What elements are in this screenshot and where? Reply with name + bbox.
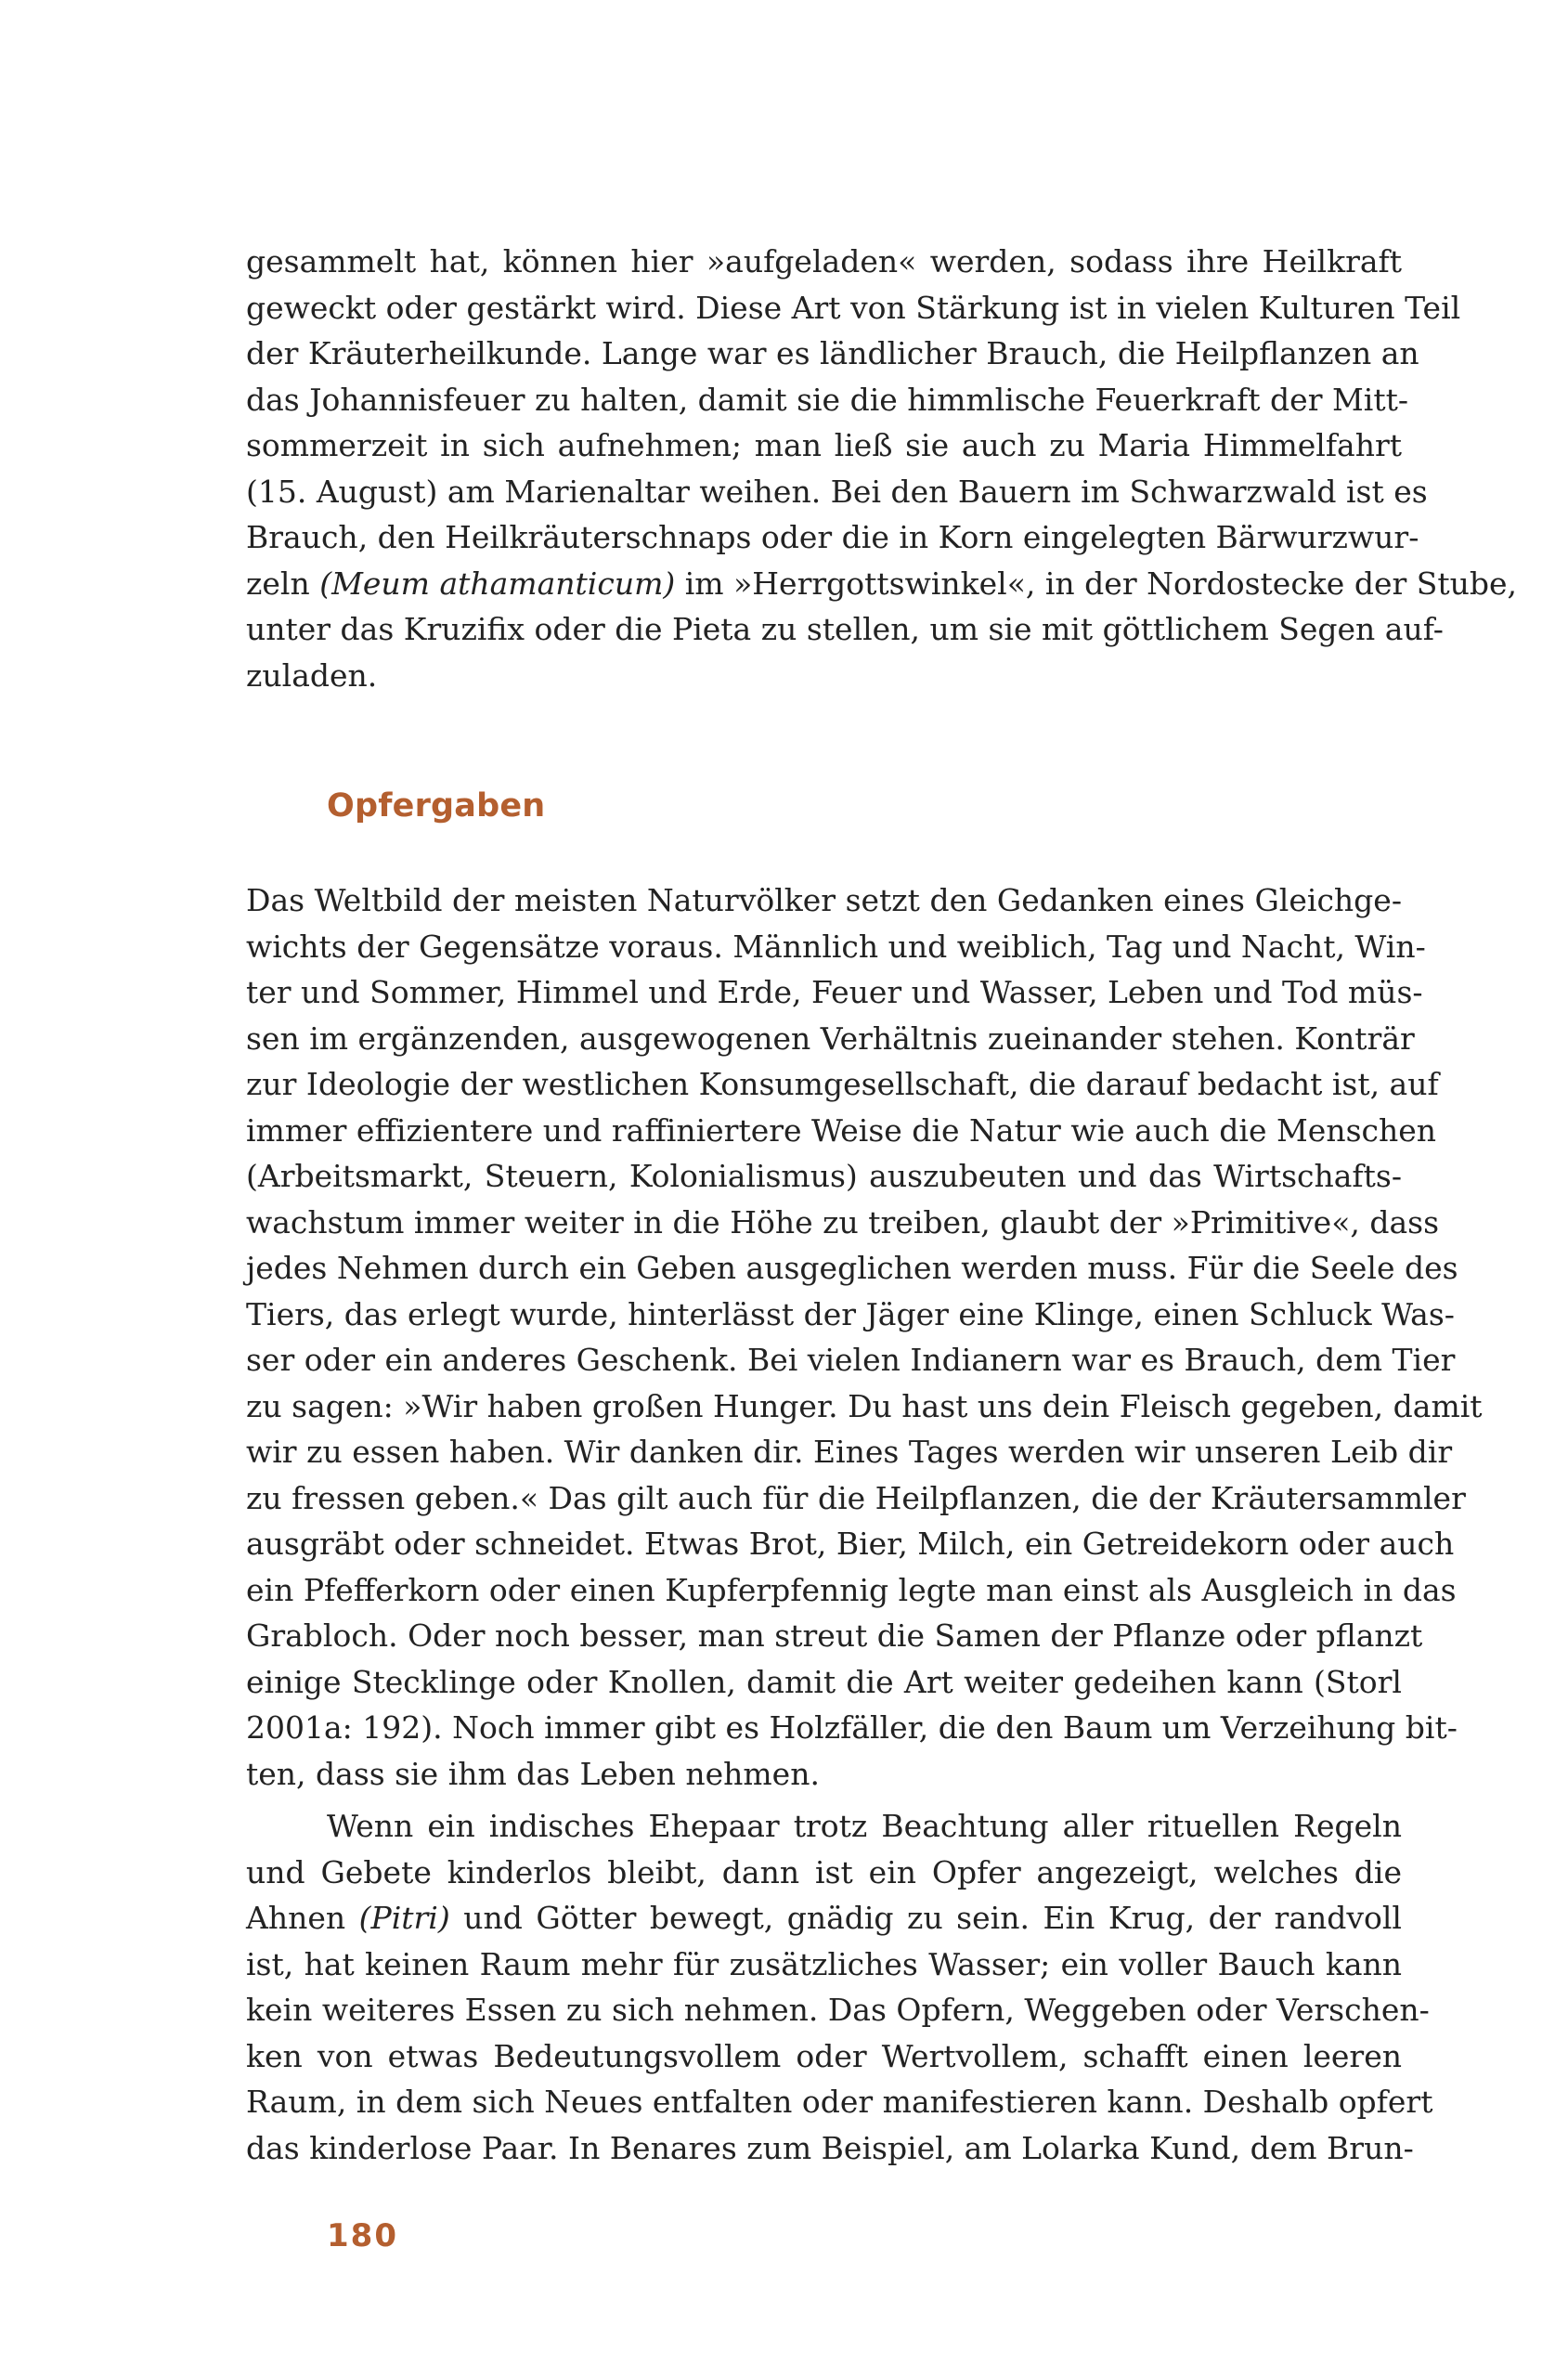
text-line: wir zu essen haben. Wir danken dir. Eines Tages werden wir unseren Leib dir (246, 1434, 1453, 1470)
text-line: ein Pfefferkorn oder einen Kupferpfennig legte man einst als Ausgleich in das (246, 1571, 1457, 1608)
text-line: der Kräuterheilkunde. Lange war es ländlicher Brauch, die Heilpflanzen an (246, 335, 1419, 371)
text-line: geweckt oder gestärkt wird. Diese Art von Stärkung ist in vielen Kulturen Teil (246, 289, 1461, 326)
text-line: ken von etwas Bedeutungsvollem oder Wertvollem, schafft einen leeren (246, 2037, 1402, 2074)
text-line: zuladen. (246, 656, 378, 694)
text-line: gesammelt hat, können hier »aufgeladen« werden, sodass ihre Heilkraft (246, 243, 1402, 279)
page-number: 180 (327, 2217, 398, 2254)
text-line (246, 1895, 1402, 1942)
sanskrit-term: (Pitri) (358, 1900, 450, 1936)
text-segment: und Götter bewegt, gnädig zu sein. Ein Krug, der randvoll (449, 1900, 1402, 1936)
latin-name: (Meum athamanticum) (319, 565, 676, 602)
text-line: Wenn ein indisches Ehepaar trotz Beachtung aller rituellen Regeln (327, 1808, 1402, 1844)
text-line: immer effizientere und raffiniertere Weise die Natur wie auch die Menschen (246, 1111, 1437, 1149)
text-line: ser oder ein anderes Geschenk. Bei vielen Indianern war es Brauch, dem Tier (246, 1342, 1456, 1378)
text-line: ter und Sommer, Himmel und Erde, Feuer und Wasser, Leben und Tod müs- (246, 974, 1423, 1010)
text-line: zu sagen: »Wir haben großen Hunger. Du hast uns dein Fleisch gegeben, damit (246, 1387, 1483, 1424)
text-segment: zeln (246, 565, 320, 602)
text-line: sen im ergänzenden, ausgewogenen Verhältnis zueinander stehen. Konträr (246, 1020, 1415, 1057)
text-line: Tiers, das erlegt wurde, hinterlässt der Jäger eine Klinge, einen Schluck Was- (246, 1295, 1455, 1332)
text-line: einige Stecklinge oder Knollen, damit die Art weiter gedeihen kann (Storl (246, 1663, 1402, 1700)
section-heading: Opfergaben (327, 787, 546, 825)
text-line: und Gebete kinderlos bleibt, dann ist ein Opfer angezeigt, welches die (246, 1853, 1402, 1890)
paragraph (246, 1803, 1433, 2171)
text-line: Raum, in dem sich Neues entfalten oder manifestieren kann. Deshalb opfert (246, 2084, 1433, 2120)
paragraph-continuation (246, 239, 1518, 698)
text-line: das kinderlose Paar. In Benares zum Beispiel, am Lolarka Kund, dem Brun- (246, 2129, 1414, 2166)
text-line: unter das Kruzifix oder die Pieta zu stellen, um sie mit göttlichem Segen auf- (246, 611, 1444, 647)
text-line: ist, hat keinen Raum mehr für zusätzliches Wasser; ein voller Bauch kann (246, 1945, 1402, 1982)
text-line: wachstum immer weiter in die Höhe zu treiben, glaubt der »Primitive«, dass (246, 1203, 1440, 1240)
text-line: wichts der Gegensätze voraus. Männlich und weiblich, Tag und Nacht, Win- (246, 928, 1426, 965)
text-line: Grabloch. Oder noch besser, man streut die Samen der Pflanze oder pflanzt (246, 1617, 1423, 1654)
text-line: Brauch, den Heilkräuterschnaps oder die in Korn eingelegten Bärwurzwur- (246, 519, 1419, 555)
text-line (246, 561, 1518, 607)
text-line: kein weiteres Essen zu sich nehmen. Das Opfern, Weggeben oder Verschen- (246, 1992, 1430, 2028)
text-line: ten, dass sie ihm das Leben nehmen. (246, 1755, 820, 1792)
text-line: (15. August) am Marienaltar weihen. Bei den Bauern im Schwarzwald ist es (246, 473, 1428, 510)
text-segment: Ahnen (246, 1900, 359, 1936)
text-line: Das Weltbild der meisten Naturvölker setzt den Gedanken eines Gleichge- (246, 882, 1402, 918)
text-line: sommerzeit in sich aufnehmen; man ließ sie auch zu Maria Himmelfahrt (246, 427, 1402, 463)
text-line: jedes Nehmen durch ein Geben ausgeglichen werden muss. Für die Seele des (246, 1250, 1458, 1286)
paragraph (246, 877, 1483, 1797)
text-line: ausgräbt oder schneidet. Etwas Brot, Bier, Milch, ein Getreidekorn oder auch (246, 1526, 1455, 1562)
text-line: 2001a: 192). Noch immer gibt es Holzfäller, die den Baum um Verzeihung bit- (246, 1709, 1458, 1746)
text-line: zu fressen geben.« Das gilt auch für die Heilpflanzen, die der Kräutersammler (246, 1479, 1466, 1516)
text-line: zur Ideologie der westlichen Konsumgesellschaft, die darauf bedacht ist, auf (246, 1066, 1439, 1102)
text-line: (Arbeitsmarkt, Steuern, Kolonialismus) auszubeuten und das Wirtschafts- (246, 1158, 1402, 1194)
text-line: das Johannisfeuer zu halten, damit sie die himmlische Feuerkraft der Mitt- (246, 381, 1408, 418)
text-segment: im »Herrgottswinkel«, in der Nordostecke der Stube, (675, 565, 1518, 602)
